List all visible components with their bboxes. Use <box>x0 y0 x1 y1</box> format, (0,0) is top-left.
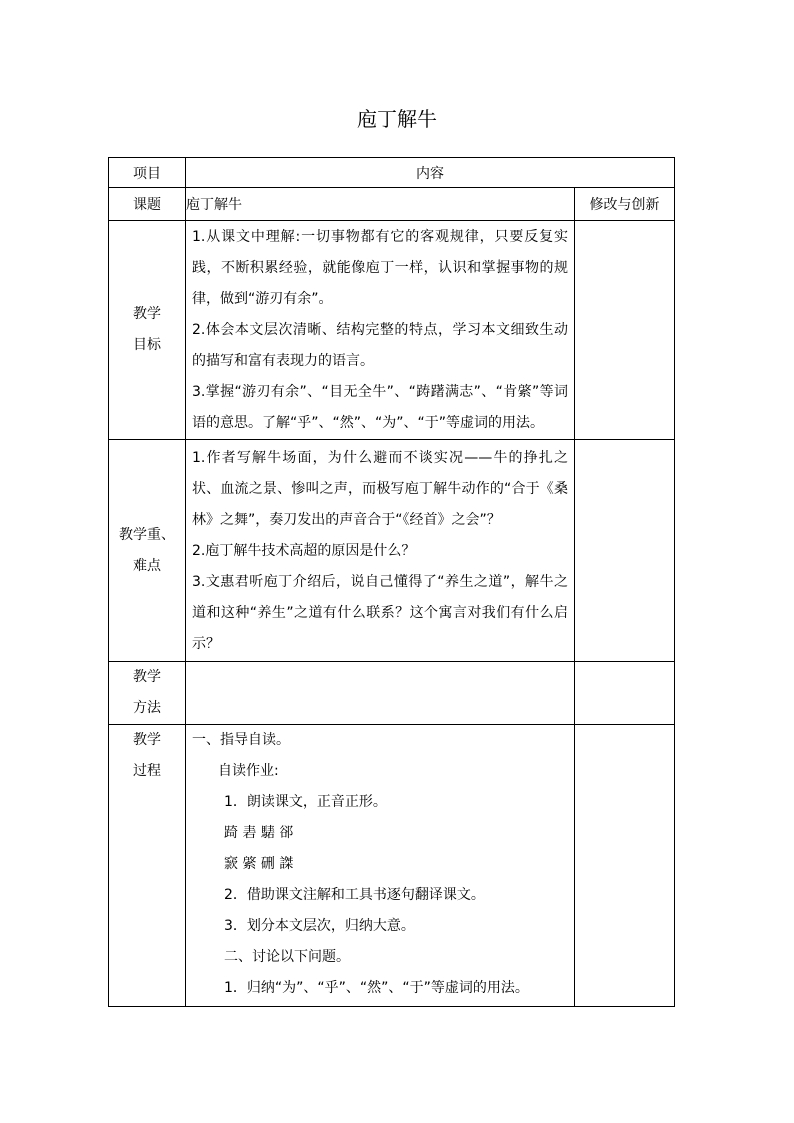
method-row <box>109 662 675 725</box>
key-points-label-cell <box>109 440 186 662</box>
key-points-label-line: 难点 <box>133 557 161 574</box>
key-points-content-cell <box>186 440 575 662</box>
header-row <box>109 158 675 188</box>
process-line: 踦 砉 騞 郤 <box>224 825 294 841</box>
goals-revision-cell <box>575 221 675 440</box>
process-label-line: 过程 <box>133 763 161 779</box>
process-line: 一、指导自读。 <box>192 732 290 748</box>
goals-label-cell <box>109 221 186 440</box>
process-line: 自读作业: <box>218 763 279 779</box>
goal-item: 2.体会本文层次清晰、结构完整的特点，学习本文细致生动的描写和富有表现力的语言。 <box>192 322 568 369</box>
method-content-cell <box>186 662 575 725</box>
process-line: 窾 綮 硎 謋 <box>224 856 294 872</box>
method-revision-cell <box>575 662 675 725</box>
topic-row <box>109 188 675 221</box>
process-line: 3．划分本文层次，归纳大意。 <box>224 918 415 934</box>
method-label-cell <box>109 662 186 725</box>
document-title: 庖丁解牛 <box>357 107 437 131</box>
key-point-item: 2.庖丁解牛技术高超的原因是什么？ <box>192 542 416 559</box>
header-content-cell: 内容 <box>186 158 675 188</box>
process-line: 2．借助课文注解和工具书逐句翻译课文。 <box>224 887 485 903</box>
process-label-cell <box>109 725 186 1007</box>
method-label-line: 方法 <box>133 700 161 716</box>
goal-item: 3.掌握“游刃有余”、“目无全牛”、“踌躇满志”、“肯綮”等词语的意思。了解“乎”、“然”、“为”、“于”等虚词的用法。 <box>192 384 568 431</box>
process-content-cell <box>186 725 575 1007</box>
process-line: 二、讨论以下问题。 <box>224 949 350 965</box>
lesson-plan-table <box>108 157 675 1007</box>
key-points-row <box>109 440 675 662</box>
topic-value: 庖丁解牛 <box>186 188 575 221</box>
key-points-revision-cell <box>575 440 675 662</box>
goals-label-line: 教学 <box>133 306 161 322</box>
goals-row <box>109 221 675 440</box>
revision-column-header: 修改与创新 <box>575 188 675 221</box>
key-point-item: 3.文惠君听庖丁介绍后，说自己懂得了“养生之道”，解牛之道和这种“养生”之道有什么联系？这个寓言对我们有什么启示？ <box>192 573 568 652</box>
goals-content-cell <box>186 221 575 440</box>
process-line: 1．归纳“为”、“乎”、“然”、“于”等虚词的用法。 <box>224 980 529 996</box>
process-revision-cell <box>575 725 675 1007</box>
process-line: 1．朗读课文，正音正形。 <box>224 794 387 810</box>
process-label-line: 教学 <box>133 732 161 748</box>
goal-item: 1.从课文中理解:一切事物都有它的客观规律，只要反复实践，不断积累经验，就能像庖丁一样，认识和掌握事物的规律，做到“游刃有余”。 <box>192 229 568 307</box>
key-points-label-line: 教学重、 <box>119 526 175 543</box>
process-row <box>109 725 675 1007</box>
key-point-item: 1.作者写解牛场面，为什么避而不谈实况——牛的挣扎之状、血流之景、惨叫之声，而极写庖丁解牛动作的“合于《桑林》之舞”，奏刀发出的声音合于“《经首》之会”？ <box>192 449 568 528</box>
goals-label-line: 目标 <box>133 337 161 353</box>
header-item-cell: 项目 <box>109 158 186 188</box>
method-label-line: 教学 <box>133 669 161 685</box>
topic-label: 课题 <box>109 188 186 221</box>
